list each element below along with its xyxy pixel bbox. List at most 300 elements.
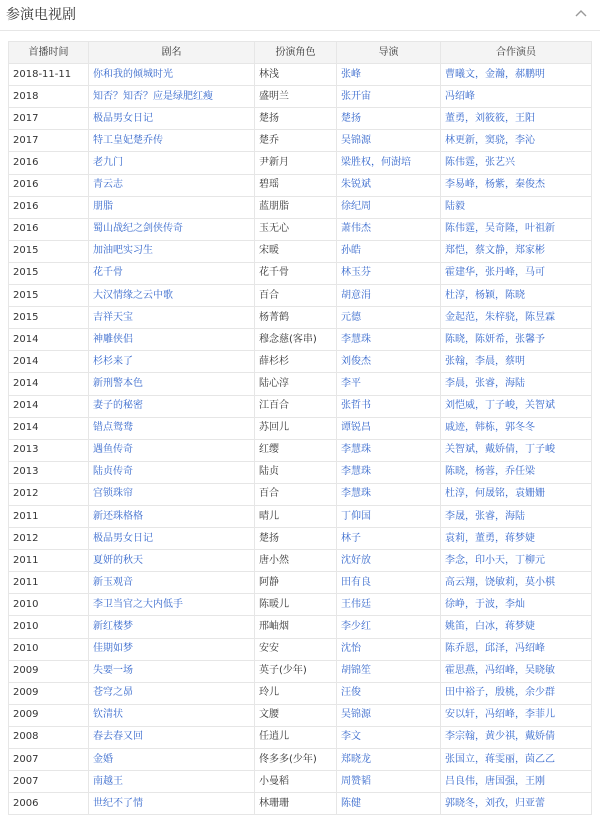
role-cell: 苏回儿: [255, 417, 337, 439]
costar-link[interactable]: 韩栋: [475, 422, 495, 434]
separator: ，: [475, 576, 485, 588]
costar-link[interactable]: 黄少祺: [485, 731, 515, 743]
costar-link[interactable]: 冯绍峰: [485, 665, 515, 677]
costar-link[interactable]: 乔任梁: [505, 466, 535, 478]
costars-cell: [441, 682, 592, 704]
separator: ，: [495, 510, 505, 522]
costar-link[interactable]: 李菲儿: [525, 709, 555, 721]
costar-link[interactable]: 蔡文静: [475, 245, 505, 257]
costar-link[interactable]: 郭冬冬: [505, 422, 535, 434]
costar-link[interactable]: 董勇: [445, 112, 465, 124]
director-link[interactable]: 楚扬: [341, 112, 361, 124]
costar-link[interactable]: 吴晓敏: [525, 665, 555, 677]
costar-link[interactable]: 冯绍峰: [445, 90, 475, 102]
separator: ，: [515, 400, 525, 412]
director-link[interactable]: 张峰: [341, 68, 361, 80]
costar-link[interactable]: 叶祖新: [525, 223, 555, 235]
costar-link[interactable]: 陈伟霆: [445, 157, 475, 169]
costars-cell: [441, 329, 592, 351]
costar-link[interactable]: 莫小棋: [525, 576, 555, 588]
costar-link[interactable]: 丁子峻: [485, 400, 515, 412]
role-cell: 陆贞: [255, 461, 337, 483]
title-cell: [89, 682, 255, 704]
drama-title-link[interactable]: 妻子的秘密: [93, 400, 143, 412]
table-row: [9, 395, 592, 417]
costar-link[interactable]: 高云翔: [445, 576, 475, 588]
director-link[interactable]: 丁仰国: [341, 510, 371, 522]
director-cell: [337, 395, 441, 417]
director-link[interactable]: 胡意涓: [341, 289, 371, 301]
costar-link[interactable]: 陈晓: [445, 333, 465, 345]
costar-link[interactable]: 霍建华: [445, 267, 475, 279]
title-cell: [89, 395, 255, 417]
costars-cell: [441, 417, 592, 439]
role-cell: 文腰: [255, 704, 337, 726]
costars-cell: [441, 461, 592, 483]
costar-link[interactable]: 董勇: [475, 532, 495, 544]
costar-link[interactable]: 何晟铭: [475, 488, 505, 500]
costar-link[interactable]: 张馨予: [515, 333, 545, 345]
costar-link[interactable]: 于波: [475, 598, 495, 610]
drama-title-link[interactable]: 新还珠格格: [93, 510, 143, 522]
costar-link[interactable]: 茵乙乙: [525, 753, 555, 765]
costar-link[interactable]: 陈晓: [445, 466, 465, 478]
costar-link[interactable]: 李易峰: [445, 179, 475, 191]
director-link[interactable]: 元德: [341, 311, 361, 323]
table-row: [9, 616, 592, 638]
role-cell: 红缨: [255, 439, 337, 461]
table-row: [9, 130, 592, 152]
separator: ，: [495, 377, 505, 389]
separator: ，: [475, 709, 485, 721]
director-link[interactable]: 王伟廷: [341, 598, 371, 610]
separator: ，: [465, 466, 475, 478]
separator: ，: [475, 179, 485, 191]
costar-link[interactable]: 李宗翰: [445, 731, 475, 743]
costar-link[interactable]: 丁柳元: [515, 554, 545, 566]
drama-title-link[interactable]: 青云志: [93, 179, 123, 191]
costar-link[interactable]: 刘筱筱: [475, 112, 505, 124]
director-link[interactable]: 李少红: [341, 620, 371, 632]
director-link[interactable]: 林子: [341, 532, 361, 544]
drama-title-link[interactable]: 宫锁珠帘: [93, 488, 133, 500]
costar-link[interactable]: 刘恺威: [445, 400, 475, 412]
costar-link[interactable]: 王阳: [515, 112, 535, 124]
costar-link[interactable]: 蒋雯丽: [485, 753, 515, 765]
separator: ，: [505, 797, 515, 809]
costar-link[interactable]: 郝鹏明: [515, 68, 545, 80]
costar-link[interactable]: 张艺兴: [485, 157, 515, 169]
drama-title-link[interactable]: 苍穹之昴: [93, 687, 133, 699]
role-cell: 唐小然: [255, 550, 337, 572]
director-link[interactable]: 孙皓: [341, 245, 361, 257]
costar-link[interactable]: 李晟: [445, 510, 465, 522]
costar-link[interactable]: 张睿: [475, 377, 495, 389]
director-cell: [337, 351, 441, 373]
title-cell: [89, 262, 255, 284]
costar-link[interactable]: 蔡明: [505, 355, 525, 367]
role-cell: 碧瑶: [255, 174, 337, 196]
separator: ，: [505, 245, 515, 257]
airdate-cell: 2015: [9, 285, 89, 307]
costar-link[interactable]: 余少群: [525, 687, 555, 699]
title-cell: [89, 351, 255, 373]
table-row: [9, 218, 592, 240]
separator: ，: [515, 311, 525, 323]
costar-link[interactable]: 张国立: [445, 753, 475, 765]
costar-link[interactable]: 田中裕子: [445, 687, 485, 699]
separator: ，: [475, 775, 485, 787]
drama-title-link[interactable]: 你和我的倾城时光: [93, 68, 173, 80]
costar-link[interactable]: 殷桃: [495, 687, 515, 699]
costars-cell: [441, 505, 592, 527]
separator: ，: [465, 112, 475, 124]
costar-link[interactable]: 归亚蕾: [515, 797, 545, 809]
drama-title-link[interactable]: 特工皇妃楚乔传: [93, 134, 163, 146]
drama-title-link[interactable]: 错点鸳鸯: [93, 422, 133, 434]
costar-link[interactable]: 霍思燕: [445, 665, 475, 677]
costar-link[interactable]: 杨紫: [485, 179, 505, 191]
director-link[interactable]: 刘俊杰: [341, 355, 371, 367]
drama-title-link[interactable]: 遇鱼传奇: [93, 444, 133, 456]
drama-title-link[interactable]: 失要一场: [93, 665, 133, 677]
costar-link[interactable]: 杜淳: [445, 488, 465, 500]
director-link[interactable]: 李慧珠: [341, 333, 371, 345]
costar-link[interactable]: 朱梓骁: [485, 311, 515, 323]
airdate-cell: 2014: [9, 417, 89, 439]
costar-link[interactable]: 吴奇隆: [485, 223, 515, 235]
separator: ，: [475, 134, 485, 146]
table-row: [9, 108, 592, 130]
drama-title-link[interactable]: 吉祥天宝: [93, 311, 133, 323]
role-cell: 安安: [255, 638, 337, 660]
costars-cell: [441, 174, 592, 196]
drama-title-link[interactable]: 新玉观音: [93, 576, 133, 588]
separator: ，: [485, 687, 495, 699]
costar-link[interactable]: 戴娇倩: [525, 731, 555, 743]
costar-link[interactable]: 饶敏莉: [485, 576, 515, 588]
drama-title-link[interactable]: 老九门: [93, 157, 123, 169]
costar-link[interactable]: 杜淳: [445, 289, 465, 301]
costar-link[interactable]: 刘孜: [485, 797, 505, 809]
director-link[interactable]: 李文: [341, 731, 361, 743]
separator: ，: [505, 134, 515, 146]
costar-link[interactable]: 姚笛: [445, 620, 465, 632]
costar-link[interactable]: 袁莉: [445, 532, 465, 544]
costar-link[interactable]: 白冰: [475, 620, 495, 632]
table-row: [9, 174, 592, 196]
title-cell: [89, 572, 255, 594]
costars-cell: [441, 749, 592, 771]
director-link[interactable]: 张开宙: [341, 90, 371, 102]
table-row: [9, 682, 592, 704]
separator: ，: [515, 444, 525, 456]
drama-title-link[interactable]: 加油吧实习生: [93, 245, 153, 257]
director-link[interactable]: 谭锐昌: [341, 422, 371, 434]
airdate-cell: 2010: [9, 594, 89, 616]
costar-link[interactable]: 丁子峻: [525, 444, 555, 456]
drama-title-link[interactable]: 新红楼梦: [93, 620, 133, 632]
director-cell: [337, 528, 441, 550]
drama-title-link[interactable]: 佳期如梦: [93, 643, 133, 655]
director-link[interactable]: 林玉芬: [341, 267, 371, 279]
director-link[interactable]: 田有良: [341, 576, 371, 588]
role-cell: 任逍儿: [255, 726, 337, 748]
costars-cell: [441, 64, 592, 86]
costar-link[interactable]: 陈乔恩: [445, 643, 475, 655]
costar-link[interactable]: 戴娇倩: [485, 444, 515, 456]
costar-link[interactable]: 印小天: [475, 554, 505, 566]
costar-link[interactable]: 杨蓉: [475, 466, 495, 478]
costar-link[interactable]: 窦骁: [485, 134, 505, 146]
director-cell: [337, 726, 441, 748]
drama-title-link[interactable]: 南越王: [93, 775, 123, 787]
separator: ，: [505, 488, 515, 500]
separator: ，: [515, 223, 525, 235]
costar-link[interactable]: 李沁: [515, 134, 535, 146]
director-link[interactable]: 何澍培: [381, 157, 411, 169]
costar-link[interactable]: 陆毅: [445, 201, 465, 213]
role-cell: 花千骨: [255, 262, 337, 284]
table-row: [9, 793, 592, 815]
title-cell: [89, 240, 255, 262]
costar-link[interactable]: 袁姗姗: [515, 488, 545, 500]
director-cell: [337, 417, 441, 439]
costar-link[interactable]: 蒋梦婕: [505, 620, 535, 632]
costar-link[interactable]: 陈晓: [505, 289, 525, 301]
drama-title-link[interactable]: 春去春又回: [93, 731, 143, 743]
title-cell: [89, 86, 255, 108]
costar-link[interactable]: 李晨: [445, 377, 465, 389]
chevron-up-icon[interactable]: [574, 6, 588, 20]
director-cell: [337, 594, 441, 616]
costars-cell: [441, 351, 592, 373]
director-link[interactable]: 李慧珠: [341, 466, 371, 478]
column-header-role: 扮演角色: [255, 42, 337, 64]
airdate-cell: 2010: [9, 638, 89, 660]
costar-link[interactable]: 张丹峰: [485, 267, 515, 279]
director-cell: [337, 285, 441, 307]
title-cell: [89, 174, 255, 196]
title-cell: [89, 417, 255, 439]
drama-title-link[interactable]: 陆贞传奇: [93, 466, 133, 478]
title-cell: [89, 130, 255, 152]
separator: ，: [505, 179, 515, 191]
costar-link[interactable]: 林更新: [445, 134, 475, 146]
director-link[interactable]: 吴锦源: [341, 134, 371, 146]
costar-link[interactable]: 张翰: [445, 355, 465, 367]
costars-cell: [441, 483, 592, 505]
director-link[interactable]: 梁胜权: [341, 157, 371, 169]
airdate-cell: 2014: [9, 329, 89, 351]
column-header-director: 导演: [337, 42, 441, 64]
title-cell: [89, 594, 255, 616]
table-header-row: [9, 42, 592, 64]
costar-link[interactable]: 海陆: [505, 377, 525, 389]
separator: ，: [505, 333, 515, 345]
table-row: [9, 307, 592, 329]
drama-title-link[interactable]: 花千骨: [93, 267, 123, 279]
table-row: [9, 439, 592, 461]
table-row: [9, 726, 592, 748]
drama-title-link[interactable]: 新刑警本色: [93, 377, 143, 389]
drama-title-link[interactable]: 杉杉来了: [93, 355, 133, 367]
airdate-cell: 2011: [9, 550, 89, 572]
drama-title-link[interactable]: 夏妍的秋天: [93, 554, 143, 566]
separator: ，: [465, 510, 475, 522]
costars-cell: [441, 218, 592, 240]
drama-title-link[interactable]: 世纪不了情: [93, 797, 143, 809]
airdate-cell: 2016: [9, 152, 89, 174]
drama-title-link[interactable]: 朋脂: [93, 201, 113, 213]
title-cell: [89, 307, 255, 329]
title-cell: [89, 793, 255, 815]
table-row: [9, 528, 592, 550]
costar-link[interactable]: 安以轩: [445, 709, 475, 721]
table-row: [9, 329, 592, 351]
costar-link[interactable]: 王刚: [525, 775, 545, 787]
costar-link[interactable]: 陈伟霆: [445, 223, 475, 235]
costar-link[interactable]: 金起范: [445, 311, 475, 323]
director-link[interactable]: 沈好放: [341, 554, 371, 566]
airdate-cell: 2009: [9, 704, 89, 726]
costars-cell: [441, 550, 592, 572]
costar-link[interactable]: 金瀚: [485, 68, 505, 80]
costar-link[interactable]: 李晨: [475, 355, 495, 367]
director-link[interactable]: 徐纪周: [341, 201, 371, 213]
costar-link[interactable]: 海陆: [505, 510, 525, 522]
director-link[interactable]: 吴锦源: [341, 709, 371, 721]
airdate-cell: 2009: [9, 660, 89, 682]
director-link[interactable]: 郑晓龙: [341, 753, 371, 765]
drama-title-link[interactable]: 钦清状: [93, 709, 123, 721]
table-row: [9, 373, 592, 395]
separator: ，: [505, 68, 515, 80]
director-link[interactable]: 张哲书: [341, 400, 371, 412]
costar-link[interactable]: 曹曦文: [445, 68, 475, 80]
separator: ，: [465, 620, 475, 632]
table-row: [9, 638, 592, 660]
separator: ，: [475, 223, 485, 235]
costar-link[interactable]: 蒋梦婕: [505, 532, 535, 544]
drama-title-link[interactable]: 大汉情缘之云中歌: [93, 289, 173, 301]
costars-cell: [441, 307, 592, 329]
costars-cell: [441, 616, 592, 638]
costars-cell: [441, 285, 592, 307]
costar-link[interactable]: 冯绍峰: [485, 709, 515, 721]
separator: ，: [515, 731, 525, 743]
title-cell: [89, 196, 255, 218]
separator: ，: [495, 422, 505, 434]
costar-link[interactable]: 张睿: [475, 510, 495, 522]
costar-link[interactable]: 陈昱霖: [525, 311, 555, 323]
separator: ，: [475, 400, 485, 412]
director-link[interactable]: 朱锐斌: [341, 179, 371, 191]
costar-link[interactable]: 邱泽: [485, 643, 505, 655]
separator: ，: [371, 157, 381, 169]
costar-link[interactable]: 徐峥: [445, 598, 465, 610]
director-link[interactable]: 李平: [341, 377, 361, 389]
costar-link[interactable]: 秦俊杰: [515, 179, 545, 191]
director-cell: [337, 152, 441, 174]
table-row: [9, 550, 592, 572]
role-cell: 陆心淳: [255, 373, 337, 395]
drama-title-link[interactable]: 神雕侠侣: [93, 333, 133, 345]
drama-title-link[interactable]: 极品男女日记: [93, 532, 153, 544]
drama-title-link[interactable]: 知否？知否？应是绿肥红瘦: [93, 90, 213, 102]
costars-cell: [441, 572, 592, 594]
costar-link[interactable]: 李念: [445, 554, 465, 566]
director-link[interactable]: 陈健: [341, 797, 361, 809]
director-cell: [337, 682, 441, 704]
role-cell: 江百合: [255, 395, 337, 417]
role-cell: 小曼稻: [255, 771, 337, 793]
separator: ，: [465, 245, 475, 257]
costar-link[interactable]: 郭晓冬: [445, 797, 475, 809]
costar-link[interactable]: 郑家彬: [515, 245, 545, 257]
costar-link[interactable]: 马可: [525, 267, 545, 279]
role-cell: 邢岫烟: [255, 616, 337, 638]
director-cell: [337, 793, 441, 815]
separator: ，: [505, 112, 515, 124]
airdate-cell: 2009: [9, 682, 89, 704]
director-cell: [337, 108, 441, 130]
airdate-cell: 2017: [9, 108, 89, 130]
costar-link[interactable]: 冯绍峰: [515, 643, 545, 655]
costar-link[interactable]: 郑恺: [445, 245, 465, 257]
director-link[interactable]: 胡锦笙: [341, 665, 371, 677]
table-row: [9, 594, 592, 616]
costar-link[interactable]: 关智斌: [445, 444, 475, 456]
costar-link[interactable]: 关智斌: [525, 400, 555, 412]
costar-link[interactable]: 唐国强: [485, 775, 515, 787]
separator: ，: [475, 753, 485, 765]
costar-link[interactable]: 李灿: [505, 598, 525, 610]
table-body: [9, 64, 592, 815]
title-cell: [89, 285, 255, 307]
drama-title-link[interactable]: 极品男女日记: [93, 112, 153, 124]
role-cell: 楚扬: [255, 108, 337, 130]
director-link[interactable]: 周赞韬: [341, 775, 371, 787]
costar-link[interactable]: 陈妍希: [475, 333, 505, 345]
director-link[interactable]: 沈怡: [341, 643, 361, 655]
director-link[interactable]: 李慧珠: [341, 488, 371, 500]
separator: ，: [495, 289, 505, 301]
table-row: [9, 240, 592, 262]
costars-cell: [441, 704, 592, 726]
drama-title-link[interactable]: 金婚: [93, 753, 113, 765]
airdate-cell: 2016: [9, 218, 89, 240]
costar-link[interactable]: 杨颖: [475, 289, 495, 301]
title-cell: [89, 461, 255, 483]
table-row: [9, 152, 592, 174]
drama-title-link[interactable]: 李卫当官之大内低手: [93, 598, 183, 610]
director-cell: [337, 218, 441, 240]
table-row: [9, 704, 592, 726]
costar-link[interactable]: 戚迹: [445, 422, 465, 434]
director-link[interactable]: 萧伟杰: [341, 223, 371, 235]
title-cell: [89, 638, 255, 660]
table-row: [9, 572, 592, 594]
costar-link[interactable]: 吕良伟: [445, 775, 475, 787]
director-link[interactable]: 汪俊: [341, 687, 361, 699]
director-cell: [337, 307, 441, 329]
drama-title-link[interactable]: 蜀山战纪之剑侠传奇: [93, 223, 183, 235]
table-row: [9, 262, 592, 284]
director-link[interactable]: 李慧珠: [341, 444, 371, 456]
title-cell: [89, 108, 255, 130]
director-cell: [337, 373, 441, 395]
